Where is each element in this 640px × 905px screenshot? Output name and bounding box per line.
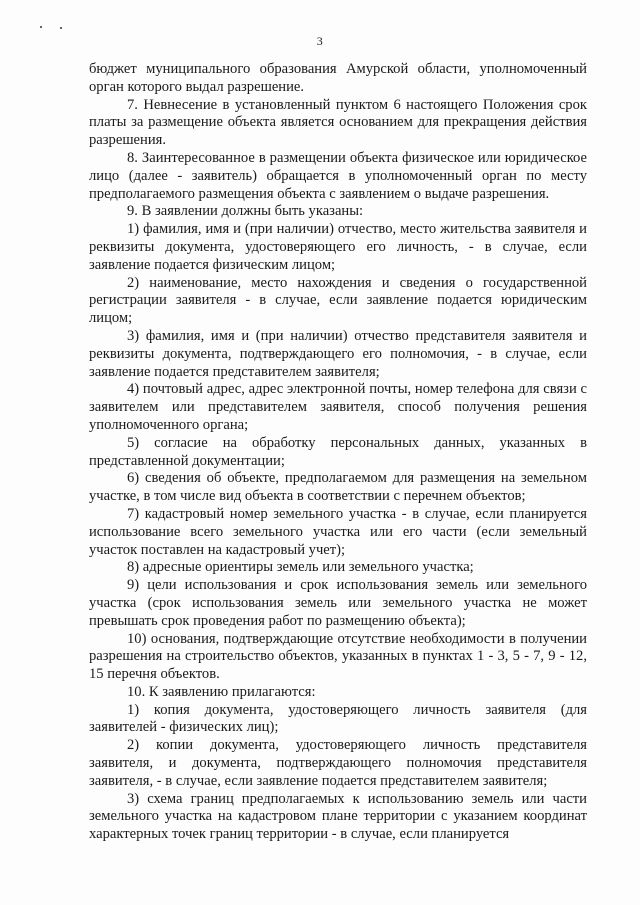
list-item: 6) сведения об объекте, предполагаемом для размещения на земельном участке, в том числе вид объекта в соответствии с перечнем объектов; — [89, 470, 587, 505]
list-item: 2) наименование, место нахождения и сведения о государственной регистрации заявителя - в случае, если заявление подается юридическим лицом; — [89, 274, 587, 327]
page-number: 3 — [316, 34, 324, 48]
paragraph: 10. К заявлению прилагаются: — [127, 683, 316, 700]
document-body — [89, 61, 587, 844]
list-item: 7) кадастровый номер земельного участка - в случае, если планируется использование всего земельного участка или его части (если земельный участок поставлен на кадастровый учет); — [89, 505, 587, 558]
list-item: 1) копия документа, удостоверяющего личность заявителя (для заявителей - физических лиц); — [89, 701, 587, 736]
list-item: 3) фамилия, имя и (при наличии) отчество представителя заявителя и реквизиты документа, подтверждающего его полномочия, - в случае, если заявление подается представителем заявителя; — [89, 327, 587, 380]
paragraph: бюджет муниципального образования Амурской области, уполномоченный орган которого выдал разрешение. — [89, 61, 587, 95]
paragraph: 9. В заявлении должны быть указаны: — [127, 203, 364, 220]
list-item: 9) цели использования и срок использования земель или земельного участка (срок использования земель или земельного участка не может превышать срок проведения работ по размещению объекта); — [89, 577, 587, 629]
list-item: 3) схема границ предполагаемых к использованию земель или части земельного участка на кадастровом плане территории с указанием координат характерных точек границ территории - в случае, если планируется — [89, 790, 587, 843]
paragraph: 8. Заинтересованное в размещении объекта физическое или юридическое лицо (далее - заявитель) обращается в уполномоченный орган по месту предполагаемого размещения объекта с заявлением о выдаче разрешения. — [89, 149, 587, 202]
list-item: 1) фамилия, имя и (при наличии) отчество, место жительства заявителя и реквизиты документа, удостоверяющего его личность, - в случае, если заявление подается физическим лицом; — [89, 221, 587, 273]
list-item: 8) адресные ориентиры земель или земельного участка; — [127, 559, 474, 576]
scan-speck — [40, 26, 42, 28]
list-item: 2) копии документа, удостоверяющего личность представителя заявителя, и документа, подтверждающего полномочия представителя заявителя, - в случае, если заявление подается представителем заявителя; — [89, 737, 587, 789]
list-item: 4) почтовый адрес, адрес электронной почты, номер телефона для связи с заявителем или представителем заявителя, способ получения решения уполномоченного органа; — [89, 381, 587, 433]
paragraph: 7. Невнесение в установленный пунктом 6 настоящего Положения срок платы за размещение объекта является основанием для прекращения действия разрешения. — [89, 96, 587, 149]
scan-speck — [60, 27, 62, 29]
list-item: 10) основания, подтверждающие отсутствие необходимости в получении разрешения на строительство объектов, указанных в пунктах 1 - 3, 5 - 7, 9 - 12, 15 перечня объектов. — [89, 630, 587, 683]
list-item: 5) согласие на обработку персональных данных, указанных в представленной документации; — [89, 434, 587, 469]
